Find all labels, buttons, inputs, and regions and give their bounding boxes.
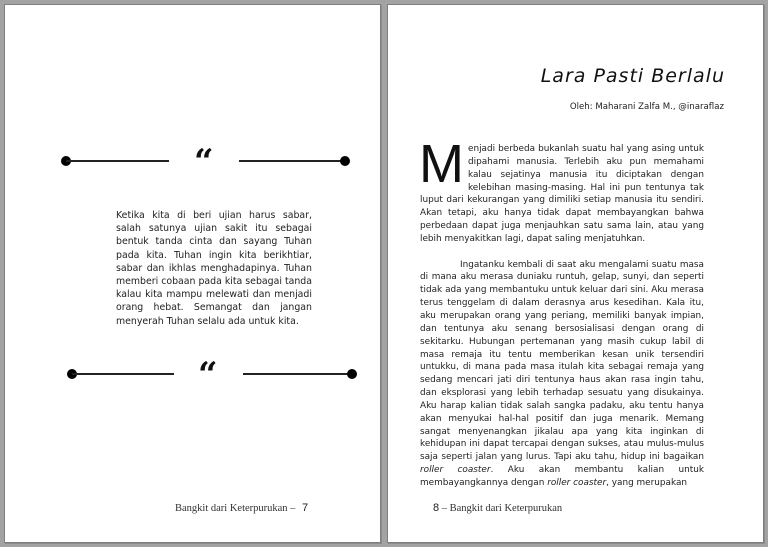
author-byline: Oleh: Maharani Zalfa M., @inaraflaz	[569, 102, 724, 112]
divider-line	[243, 373, 351, 375]
page-footer	[175, 502, 308, 514]
paragraph-2-text: Ingatanku kembali di saat aku mengalami suatu masa di mana aku merasa duniaku runtuh, gelap, sunyi, dan seperti tidak ada yang membantuku untuk keluar dari sini. Aku merasa terus tenggelam di dalam derasnya arus kesedihan. Kala itu, aku merupakan orang yang periang, memiliki banyak impian, dan tentunya aku senang bersosialisasi dengan orang di sekitarku. Hubungan pertemanan yang masih cukup labil di masa remaja itu tentu memberikan kesan unik tersendiri untukku, di mana pada masa itulah kita sebagai remaja yang sedang mencari jati diri tentunya haus akan rasa ingin tahu, dan eksplorasi yang lebih terhadap sesuatu yang disukainya. Aku harap kalian tidak salah sangka padaku, aku tentu hanya akan menyukai hal-hal positif dan juga menarik. Memang sangat menyenangkan jikalau apa yang kita inginkan di kehidupan ini dapat tercapai dengan sukses, atau mulus-mulus saja seperti jalan yang lurus. Tapi aku tahu, hidup ini bagaikan	[420, 259, 704, 463]
bullet-dot-icon	[340, 156, 350, 166]
footer-separator: –	[290, 503, 296, 514]
divider-line	[239, 160, 344, 162]
paragraph-1-text: enjadi berbeda bukanlah suatu hal yang asing untuk dipahami manusia. Terlebih aku pun memahami kalau sejatinya manusia itu diciptakan dengan kelebihan masing-masing. Hal ini pun tentunya tak luput dari kekurangan yang dimiliki setiap manusia itu sendiri. Akan tetapi, aku hanya tidak dapat membayangkan bahwa perbedaan dapat juga menjauhkan satu sama lain, atau yang lebih menyakitkan lagi, dapat saling menjatuhkan.	[420, 144, 704, 244]
divider-line	[72, 373, 174, 375]
quote-divider-top	[61, 142, 351, 182]
open-quote-icon: “	[194, 142, 214, 182]
paragraph-2-text: , yang merupakan	[606, 477, 688, 488]
footer-book-title: Bangkit dari Keterpurukan	[449, 503, 563, 514]
italic-term: roller coaster	[420, 465, 491, 476]
drop-cap: M	[419, 134, 464, 194]
bullet-dot-icon	[347, 369, 357, 379]
page-number: 7	[302, 502, 309, 514]
story-body	[419, 134, 704, 503]
paragraph-2	[420, 259, 704, 490]
footer-separator: –	[441, 503, 447, 514]
divider-line	[66, 160, 169, 162]
page-number: 8	[433, 502, 440, 514]
footer-book-title: Bangkit dari Keterpurukan	[175, 503, 288, 514]
paragraph-2-text: . Aku akan membantu kalian untuk membayangkannya dengan	[420, 465, 704, 488]
paragraph-1	[419, 134, 704, 246]
italic-term: roller coaster	[547, 477, 607, 488]
page-footer	[433, 502, 562, 514]
open-quote-icon: “	[198, 355, 218, 395]
left-page	[4, 4, 381, 543]
right-page	[387, 4, 764, 543]
quote-divider-bottom	[67, 355, 357, 395]
quote-text: Ketika kita di beri ujian harus sabar, salah satunya ujian sakit itu sebagai bentuk tanda cinta dan sayang Tuhan pada kita. Tuhan ingin kita berikhtiar, sabar dan ikhlas menghadapinya. Tuhan memberi cobaan pada kita sebagai tanda kalau kita mampu melewati dan menjadi orang hebat. Semangat dan jangan menyerah Tuhan selalu ada untuk kita.	[116, 210, 312, 327]
story-title: Lara Pasti Berlalu	[540, 65, 725, 87]
